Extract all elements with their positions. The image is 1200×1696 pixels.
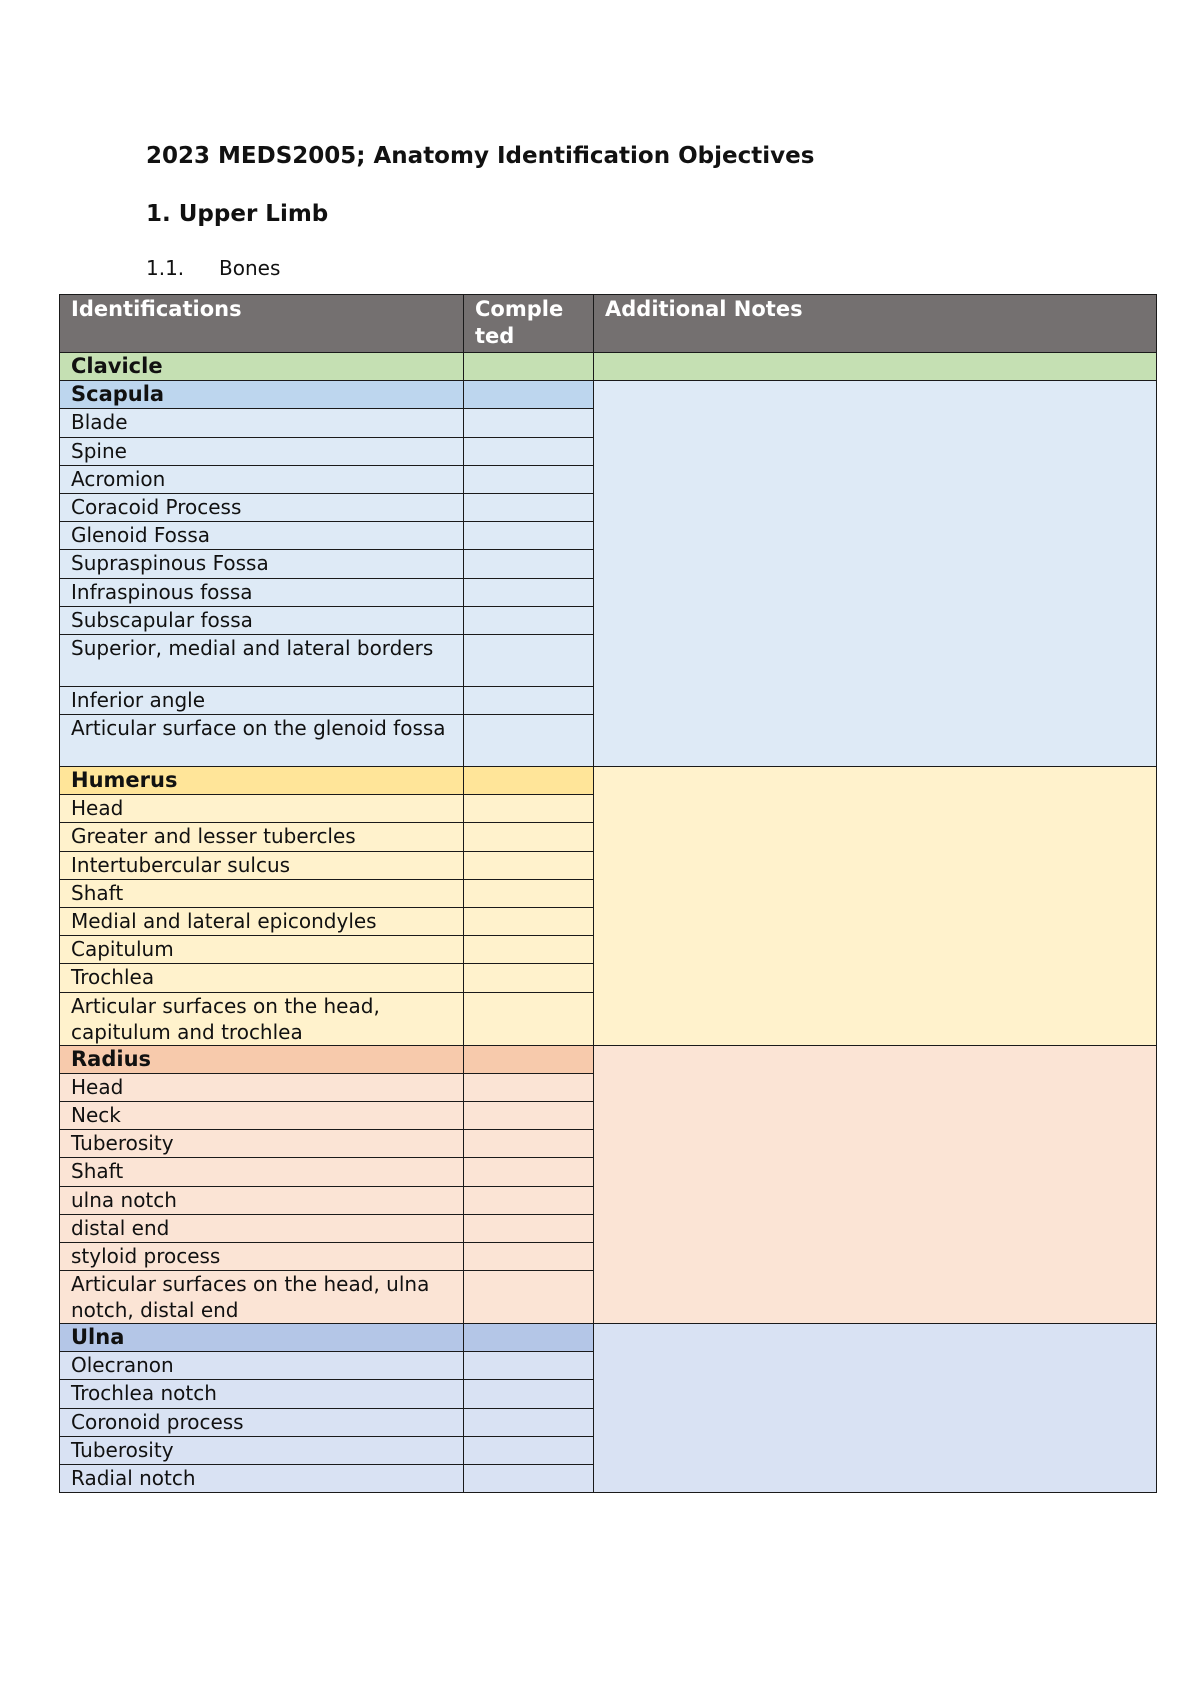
notes-cell-clavicle[interactable]	[594, 353, 1157, 381]
header-completed: Comple ted	[464, 295, 594, 353]
identification-cell: Trochlea notch	[60, 1380, 464, 1408]
completed-cell[interactable]	[464, 1352, 594, 1380]
completed-cell[interactable]	[464, 1380, 594, 1408]
identification-cell: Acromion	[60, 465, 464, 493]
identification-cell: Trochlea	[60, 964, 464, 992]
identification-cell: Tuberosity	[60, 1130, 464, 1158]
notes-cell-humerus[interactable]	[594, 767, 1157, 1046]
identification-cell: Coronoid process	[60, 1408, 464, 1436]
identification-cell: Supraspinous Fossa	[60, 550, 464, 578]
identification-cell: Coracoid Process	[60, 493, 464, 521]
identification-cell: Superior, medial and lateral borders	[60, 634, 464, 686]
group-name: Scapula	[60, 381, 464, 409]
group-row-humerus	[60, 767, 1157, 795]
identification-cell: Radial notch	[60, 1465, 464, 1493]
identification-cell: Inferior angle	[60, 686, 464, 714]
group-name: Clavicle	[60, 353, 464, 381]
bones-table-body	[60, 353, 1157, 1493]
identification-cell: Capitulum	[60, 936, 464, 964]
completed-cell[interactable]	[464, 908, 594, 936]
subsection-heading	[146, 256, 280, 280]
header-identifications: Identifications	[60, 295, 464, 353]
completed-cell[interactable]	[464, 879, 594, 907]
group-row-scapula	[60, 381, 1157, 409]
identification-cell: Articular surfaces on the head, ulna notch, distal end	[60, 1271, 464, 1324]
completed-cell[interactable]	[464, 522, 594, 550]
completed-cell[interactable]	[464, 1436, 594, 1464]
group-name: Humerus	[60, 767, 464, 795]
identification-cell: Head	[60, 1073, 464, 1101]
identification-cell: Articular surfaces on the head, capitulum and trochlea	[60, 992, 464, 1045]
identification-cell: Infraspinous fossa	[60, 578, 464, 606]
notes-cell-ulna[interactable]	[594, 1324, 1157, 1493]
completed-cell[interactable]	[464, 1101, 594, 1129]
completed-cell[interactable]	[464, 465, 594, 493]
identification-cell: Olecranon	[60, 1352, 464, 1380]
completed-cell[interactable]	[464, 606, 594, 634]
identification-cell: Neck	[60, 1101, 464, 1129]
completed-cell[interactable]	[464, 795, 594, 823]
identification-cell: Intertubercular sulcus	[60, 851, 464, 879]
completed-cell[interactable]	[464, 823, 594, 851]
group-row-radius	[60, 1045, 1157, 1073]
bones-table	[59, 294, 1157, 1493]
completed-cell[interactable]	[464, 1242, 594, 1270]
completed-cell[interactable]	[464, 437, 594, 465]
completed-cell[interactable]	[464, 578, 594, 606]
group-name: Ulna	[60, 1324, 464, 1352]
completed-cell[interactable]	[464, 409, 594, 437]
identification-cell: Head	[60, 795, 464, 823]
completed-cell[interactable]	[464, 767, 594, 795]
completed-cell[interactable]	[464, 1130, 594, 1158]
identification-cell: styloid process	[60, 1242, 464, 1270]
completed-cell[interactable]	[464, 1045, 594, 1073]
group-row-clavicle	[60, 353, 1157, 381]
identification-cell: Blade	[60, 409, 464, 437]
completed-cell[interactable]	[464, 634, 594, 686]
completed-cell[interactable]	[464, 715, 594, 767]
identification-cell: Tuberosity	[60, 1436, 464, 1464]
identification-cell: Shaft	[60, 1158, 464, 1186]
completed-cell[interactable]	[464, 381, 594, 409]
group-row-ulna	[60, 1324, 1157, 1352]
identification-cell: Spine	[60, 437, 464, 465]
completed-cell[interactable]	[464, 1465, 594, 1493]
identification-cell: ulna notch	[60, 1186, 464, 1214]
completed-cell[interactable]	[464, 353, 594, 381]
header-additional-notes: Additional Notes	[594, 295, 1157, 353]
identification-cell: Articular surface on the glenoid fossa	[60, 715, 464, 767]
group-name: Radius	[60, 1045, 464, 1073]
notes-cell-scapula[interactable]	[594, 381, 1157, 767]
identification-cell: Glenoid Fossa	[60, 522, 464, 550]
completed-cell[interactable]	[464, 851, 594, 879]
completed-cell[interactable]	[464, 1214, 594, 1242]
identification-cell: Subscapular fossa	[60, 606, 464, 634]
subsection-number: 1.1.	[146, 256, 185, 280]
subsection-title: Bones	[219, 256, 281, 280]
identification-cell: Shaft	[60, 879, 464, 907]
completed-cell[interactable]	[464, 550, 594, 578]
document-title: 2023 MEDS2005; Anatomy Identification Objectives	[146, 143, 815, 169]
completed-cell[interactable]	[464, 1324, 594, 1352]
identification-cell: Greater and lesser tubercles	[60, 823, 464, 851]
completed-cell[interactable]	[464, 1408, 594, 1436]
identification-cell: Medial and lateral epicondyles	[60, 908, 464, 936]
completed-cell[interactable]	[464, 1186, 594, 1214]
completed-cell[interactable]	[464, 992, 594, 1045]
completed-cell[interactable]	[464, 1073, 594, 1101]
notes-cell-radius[interactable]	[594, 1045, 1157, 1324]
completed-cell[interactable]	[464, 1158, 594, 1186]
table-header-row	[60, 295, 1157, 353]
section-title: 1. Upper Limb	[146, 201, 329, 227]
completed-cell[interactable]	[464, 964, 594, 992]
completed-cell[interactable]	[464, 686, 594, 714]
completed-cell[interactable]	[464, 936, 594, 964]
completed-cell[interactable]	[464, 493, 594, 521]
identification-cell: distal end	[60, 1214, 464, 1242]
completed-cell[interactable]	[464, 1271, 594, 1324]
